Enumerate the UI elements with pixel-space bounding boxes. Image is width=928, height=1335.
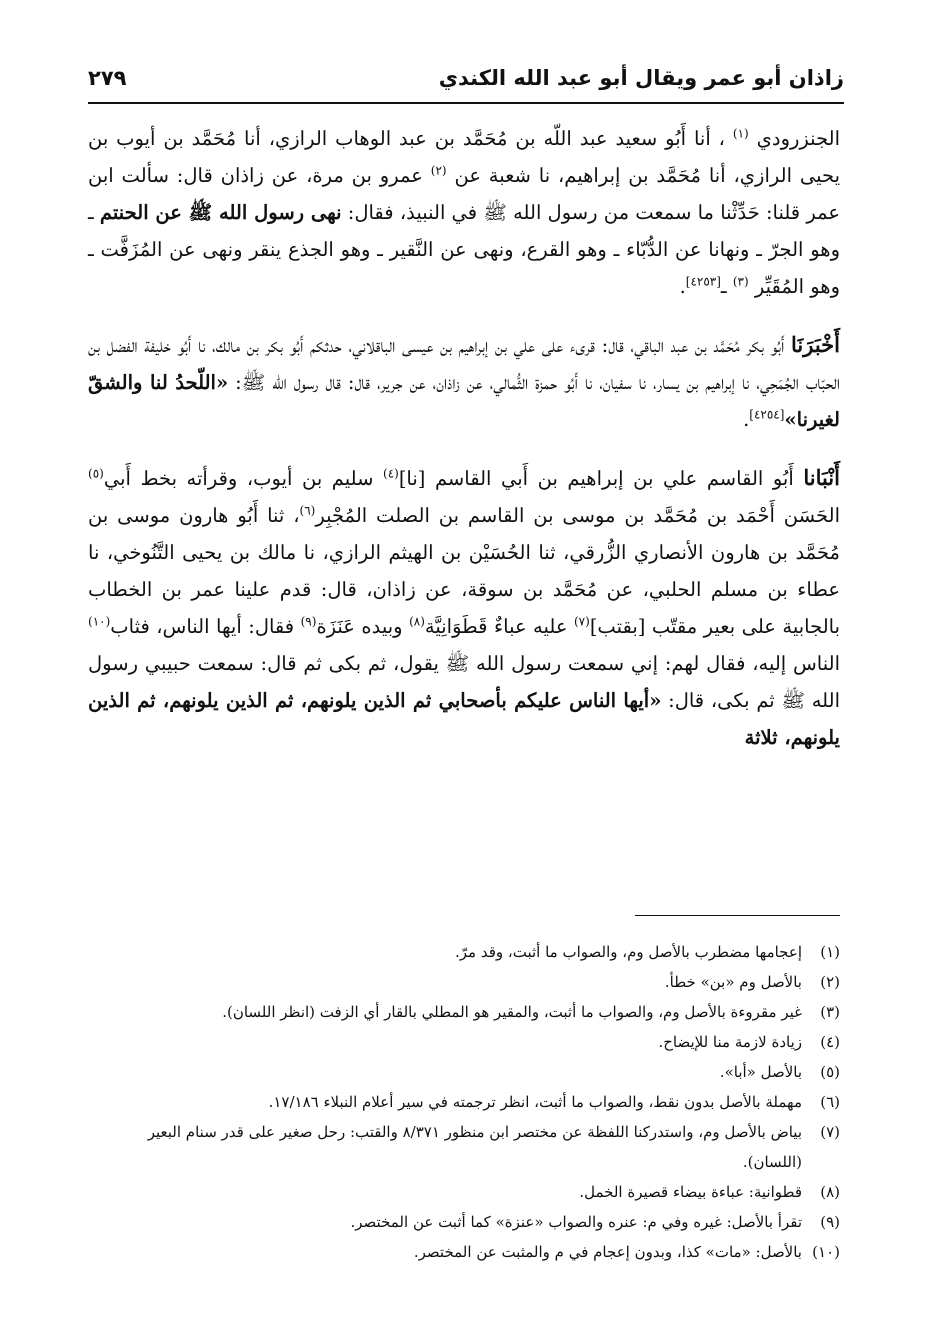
footnote-number: (٥) xyxy=(820,1063,840,1081)
footnote-number: (٢) xyxy=(820,973,840,991)
text-run: عمرو بن مرة، عن زاذان قال: سألت ابن عمر قلنا: حَدِّثْنا ما سمعت من رسول الله ﷺ في النبيذ، فقال: xyxy=(88,164,840,224)
footnote-text: زيادة لازمة منا للإيضاح. xyxy=(658,1033,802,1051)
footnote-text: بياض بالأصل وم، واستدركنا اللفظة عن مختصر ابن منظور ٨/٣٧١ والقتب: رحل صغير على قدر سنام البعير (اللسان). xyxy=(147,1123,802,1171)
footnote-item xyxy=(88,1237,840,1267)
text-run: فقال: أيها الناس، فثاب xyxy=(110,615,295,638)
text-run: الجنزرودي xyxy=(756,127,841,150)
footnote-text: غير مقروءة بالأصل وم، والصواب ما أثبت، والمقير هو المطلي بالقار أي الزفت (انظر اللسان). xyxy=(222,1003,802,1021)
footnote-item xyxy=(88,1177,840,1207)
paragraph-lead: أَنْبَانا xyxy=(803,465,840,490)
footnote-item xyxy=(88,1117,840,1177)
text-run: ، أنا أَبُو سعيد عبد اللّه بن مُحَمَّد بن عبد الوهاب الرازي، أنا مُحَمَّد بن أيوب بن يحيى الرازي، أنا مُحَمَّد بن إبراهيم، نا شعبة عن xyxy=(88,127,841,187)
hadith-text: نهى رسول الله ﷺ عن الحنتم xyxy=(99,201,342,224)
footnote-number: (٨) xyxy=(820,1183,840,1201)
paragraph-lead: أَخْبَرَنَا xyxy=(791,332,840,357)
paragraph-1 xyxy=(88,120,840,305)
text-run: . xyxy=(679,275,686,298)
footnote-ref: (٢) xyxy=(430,163,447,178)
footnote-number: (١) xyxy=(820,943,840,961)
hadith-number: [٤٢٥٤] xyxy=(749,407,785,422)
footnote-number: (٣) xyxy=(820,1003,840,1021)
footnote-item xyxy=(88,1087,840,1117)
footnote-item xyxy=(88,1207,840,1237)
text-run: عليه عباءٌ قَطَوَانِيَّة xyxy=(424,615,568,638)
footnote-ref: (٩) xyxy=(300,614,317,629)
paragraph-3 xyxy=(88,459,840,756)
hadith-number: [٤٢٥٣] xyxy=(685,274,721,289)
footnote-ref: (٦) xyxy=(299,503,316,518)
footnote-number: (٩) xyxy=(820,1213,840,1231)
footnote-text: قطوانية: عباءة بيضاء قصيرة الخمل. xyxy=(579,1183,802,1201)
footnote-text: إعجامها مضطرب بالأصل وم، والصواب ما أثبت، وقد مرّ. xyxy=(455,943,802,961)
text-run: ـ وهو الجرّ ـ ونهانا عن الدُّبّاء ـ وهو القرع، ونهى عن النَّقير ـ وهو الجذع ينقر ونهى عن المُزَفَّت ـ وهو المُقَيِّر xyxy=(88,201,840,298)
footnote-number: (٤) xyxy=(820,1033,840,1051)
text-run: . xyxy=(743,408,750,431)
paragraph-2 xyxy=(88,326,840,438)
footnote-text: بالأصل: «مات» كذا، وبدون إعجام في م والمثبت عن المختصر. xyxy=(413,1243,802,1261)
footnotes xyxy=(88,937,840,1267)
footnote-ref: (٣) xyxy=(732,274,749,289)
footnote-text: تقرأ بالأصل: غيره وفي م: عنره والصواب «عنزة» كما أثبت عن المختصر. xyxy=(350,1213,802,1231)
text-run: أَبُو القاسم علي بن إبراهيم بن أَبي القاسم [نا] xyxy=(398,467,794,490)
footnote-ref: (١٠) xyxy=(88,614,111,629)
footnote-item xyxy=(88,1027,840,1057)
text-run: الناس إليه، فقال لهم: إني سمعت رسول الله ﷺ يقول، ثم بكى ثم قال: سمعت حبيبي رسول الله ﷺ ثم بكى، قال: xyxy=(88,652,840,712)
footnote-number: (٧) xyxy=(820,1123,840,1141)
footnote-ref: (٤) xyxy=(383,466,399,481)
page-number: ٢٧٩ xyxy=(88,66,127,90)
footnote-ref: (٧) xyxy=(573,614,590,629)
footnote-ref: (١) xyxy=(732,126,749,141)
text-run: سليم بن أيوب، وقرأته بخط أَبي xyxy=(103,467,374,490)
footnote-ref: (٨) xyxy=(409,614,425,629)
hadith-text: «اللّحدُ لنا والشقّ لغيرنا» xyxy=(88,371,840,431)
footnote-item xyxy=(88,997,840,1027)
footnote-number: (٦) xyxy=(820,1093,840,1111)
hadith-text: «أيها الناس عليكم بأصحابي ثم الذين يلونهم، ثم الذين يلونهم، ثم الذين يلونهم، ثلاثة xyxy=(88,689,840,749)
footnote-item xyxy=(88,1057,840,1087)
text-run: الحَسَن أَحْمَد بن مُحَمَّد بن موسى بن القاسم بن الصلت المُجْبِر xyxy=(315,504,840,527)
text-run: ـ xyxy=(720,275,727,298)
footnote-divider xyxy=(635,915,840,916)
running-title: زاذان أبو عمر ويقال أبو عبد الله الكندي xyxy=(438,66,844,90)
text-run: ، ثنا أَبُو هارون موسى بن مُحَمَّد بن هارون الأنصاري الزُّرقي، ثنا الحُسَيْن بن الهيثم الرازي، نا مالك بن يحيى التَّنُوخي، نا عطاء بن مسلم الحلبي، عن مُحَمَّد بن سوقة، عن زاذان، قال: قدم علينا عمر بن الخطاب بالجابية على بعير مقتّب [بقتب] xyxy=(88,504,841,638)
page-header xyxy=(88,62,844,104)
footnote-item xyxy=(88,967,840,997)
footnote-text: بالأصل «أبا». xyxy=(719,1063,802,1081)
footnote-ref: (٥) xyxy=(88,466,104,481)
footnote-text: مهملة بالأصل بدون نقط، والصواب ما أثبت، انظر ترجمته في سير أعلام النبلاء ١٧/١٨٦. xyxy=(268,1093,802,1111)
footnote-text: بالأصل وم «بن» خطأ. xyxy=(664,973,802,991)
text-run: أَبُو بكر مُحَمَّد بن عبد الباقي، قال: قرىء على علي بن إبراهيم بن عيسى الباقلاني، حدثكم أَبُو بكر بن مالك، نا أَبُو خليفة الفضل بن الحبّاب الجُمَحِي، نا إبراهيم بن يسار، نا سفيان، نا أَبُو حمزة الثُّمالي، عن زاذان، عن جرير، قال: قال رسول الله ﷺ: xyxy=(88,334,840,394)
main-text xyxy=(88,120,840,777)
footnote-number: (١٠) xyxy=(812,1243,840,1261)
footnote-item xyxy=(88,937,840,967)
text-run: وبيده عَنَزَة xyxy=(316,615,403,638)
